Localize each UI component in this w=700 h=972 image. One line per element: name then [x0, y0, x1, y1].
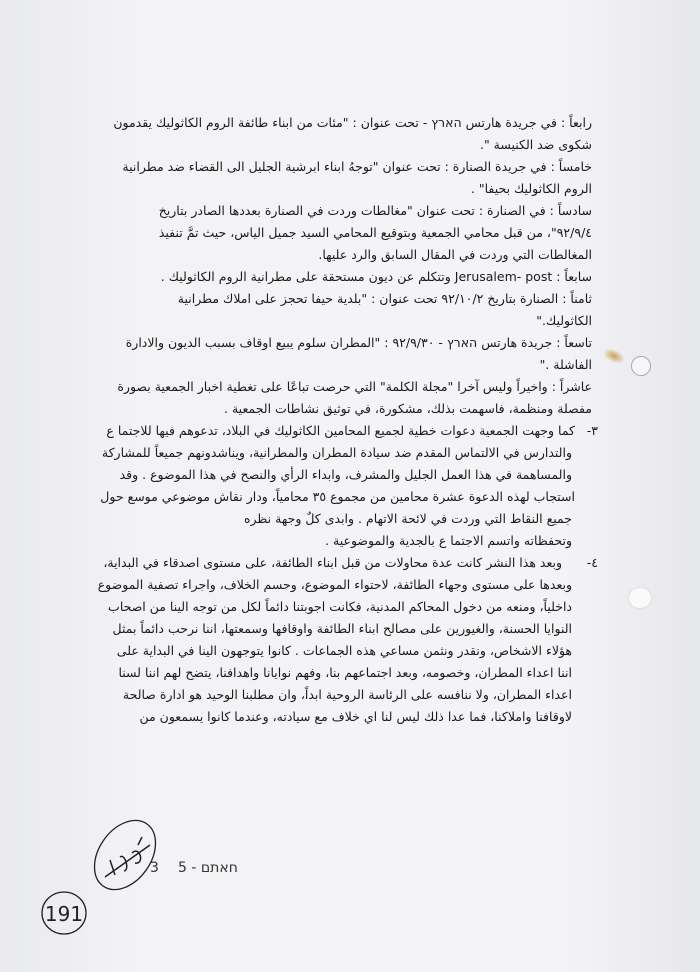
text-line: والمساهمة في هذا العمل الجليل والمشرف، وابداء الرأي والنصح في هذا الموضوع . وقد	[119, 467, 572, 482]
circled-number	[38, 888, 90, 938]
stain	[601, 346, 626, 366]
text-line: جميع النقاط التي وردت في لائحة الاتهام . وابدى كلٌ وجهة نظره	[243, 511, 572, 526]
text-line: كما وجهت الجمعية دعوات خطية لجميع المحامين الكاثوليك في البلاد، تدعوهم فيها للاجتما ع	[106, 423, 575, 438]
text-line: هؤلاء الاشخاص، ونقدر ونثمن مساعي هذه الجماعات . كانوا يتوجهون الينا في البداية على	[116, 643, 572, 658]
text-line: سابعاً : Jerusalem- post وتتكلم عن ديون مستحقة على مطرانية الروم الكاثوليك .	[160, 269, 592, 284]
text-line: اعداء المطران، ولا ننافسه على الرئاسة الروحية ابداً، وان مطلبنا الوحيد هو ادارة صالحة	[122, 687, 572, 702]
text-line: ٩٢/٩/٤"، من قبل محامي الجمعية وبتوقيع المحامي السيد جميل الياس، حيث تمَّ تنفيذ	[158, 225, 592, 240]
text-line: الفاشلة ."	[539, 357, 592, 372]
text-line: لاوقافنا واملاكنا، فما عدا ذلك ليس لنا اي خلاف مع سيادته، وعندما كانوا يسمعون من	[139, 709, 572, 724]
punch-hole	[631, 356, 651, 376]
signature-circle	[80, 815, 170, 895]
text-line: وتحفظاته واتسم الاجتما ع بالجدية والموضوعية .	[325, 533, 572, 548]
text-line: اننا اعداء المطران، وخصومه، وبعد اجتماعهم بنا، وفهم نوايانا واهدافنا، يتضح لهم اننا لسنا	[118, 665, 572, 680]
punch-hole	[629, 588, 651, 608]
text-line: النوايا الحسنة، والغيورين على مصالح ابناء الطائفة واوقافها وسمعتها، اننا نرحب دائماً بمثل	[112, 621, 572, 636]
text-line: والتدارس في الالتماس المقدم ضد سيادة المطران والمطرانية، ويناشدونهم جميعاً للمشاركة	[101, 445, 572, 460]
text-line: رابعاً : في جريدة هارتس הארץ - تحت عنوان : "مئات من ابناء طائفة الروم الكاثوليك يقدمون	[113, 115, 592, 130]
text-line: وبعد هذا النشر كانت عدة محاولات من قبل ابناء الطائفة، على مستوى اصدقاء في البداية،	[103, 555, 562, 570]
text-line: الروم الكاثوليك بحيفا" .	[470, 181, 592, 196]
text-line: وبعدها على مستوى وجهاء الطائفة، لاحتواء الموضوع، وحسم الخلاف، واجراء تصفية الموضوع	[97, 577, 572, 592]
item-number: ٣-	[586, 423, 598, 438]
text-line: سادساً : في الصنارة : تحت عنوان "مغالطات وردت في الصنارة بعددها الصادر بتاريخ	[158, 203, 592, 218]
stamp-text: חאתם - 5	[178, 860, 238, 876]
circled-number-text: 191	[44, 902, 84, 926]
text-line: خامساً : في جريدة الصنارة : تحت عنوان "توجهُ ابناء ابرشية الجليل الى القضاء ضد مطرانية	[122, 159, 592, 174]
page-number: 3	[150, 860, 159, 876]
text-line: الكاثوليك."	[536, 313, 592, 328]
item-number: ٤-	[586, 555, 598, 570]
text-line: داخلياً، ومنعه من دخول المحاكم المدنية، فكانت اجوبتنا دائماً لكل من توجه الينا من اصحاب	[108, 599, 572, 614]
text-line: استجاب لهذه الدعوة عشرة محامين من مجموع ٣٥ محامياً، ودار نقاش موضوعي موسع حول	[100, 489, 575, 504]
text-line: المغالطات التي وردت في المقال السابق والرد عليها.	[318, 247, 592, 262]
text-line: مفصلة ومنظمة، فاسهمت بذلك، مشكورة، في توثيق نشاطات الجمعية .	[224, 401, 592, 416]
text-line: عاشراً : واخيراً وليس آخرا "مجلة الكلمة" التي حرصت تباعًا على تغطية اخبار الجمعية بصورة	[117, 379, 592, 394]
text-line: شكوى ضد الكنيسة ".	[479, 137, 592, 152]
text-line: تاسعاً : جريدة هارتس הארץ - ٩٢/٩/٣٠ : "المطران سلوم يبيع اوقاف بسبب الديون والادارة	[125, 335, 592, 350]
text-line: ثامناً : الصنارة بتاريخ ٩٢/١٠/٢ تحت عنوان : "بلدية حيفا تحجز على املاك مطرانية	[177, 291, 592, 306]
